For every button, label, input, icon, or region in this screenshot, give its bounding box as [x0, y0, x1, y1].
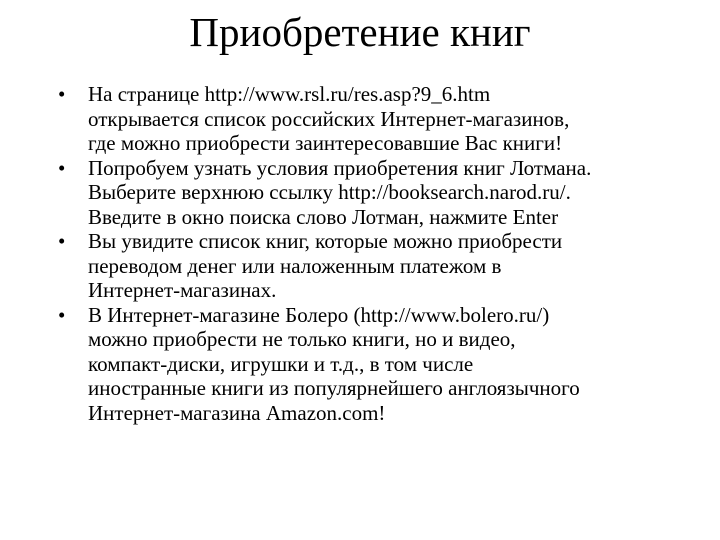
bullet-item — [58, 82, 708, 156]
bullet-dot-icon: • — [58, 82, 66, 106]
bullet-dot-icon: • — [58, 229, 66, 253]
bullet-line: иностранные книги из популярнейшего англоязычного — [88, 376, 580, 400]
bullet-item — [58, 303, 708, 426]
bullet-line: Выберите верхнюю ссылку http://booksearch.narod.ru/. — [88, 180, 571, 204]
bullet-line: открывается список российских Интернет-магазинов, — [88, 106, 570, 131]
bullet-line: компакт-диски, игрушки и т.д., в том числе — [88, 351, 474, 376]
bullet-dot-icon: • — [58, 155, 66, 180]
bullet-item — [58, 156, 708, 230]
bullet-line: Вы увидите список книг, которые можно приобрести — [88, 229, 563, 253]
bullet-line: где можно приобрести заинтересовавшие Вас книги! — [88, 131, 563, 155]
bullet-line: Введите в окно поиска слово Лотман, нажмите Enter — [88, 204, 559, 229]
bullet-line: Попробуем узнать условия приобретения книг Лотмана. — [88, 155, 592, 180]
bullet-line: В Интернет-магазине Болеро (http://www.bolero.ru/) — [88, 302, 550, 327]
bullet-dot-icon: • — [58, 302, 66, 327]
bullet-line: Интернет-магазина Amazon.com! — [88, 400, 386, 425]
bullet-list — [58, 82, 708, 425]
slide-title: Приобретение книг — [189, 9, 531, 55]
bullet-line: На странице http://www.rsl.ru/res.asp?9_6.htm — [88, 82, 491, 106]
bullet-item — [58, 229, 708, 303]
bullet-line: можно приобрести не только книги, но и видео, — [88, 327, 516, 351]
bullet-line: переводом денег или наложенным платежом в — [88, 253, 502, 278]
bullet-line: Интернет-магазинах. — [88, 278, 277, 302]
